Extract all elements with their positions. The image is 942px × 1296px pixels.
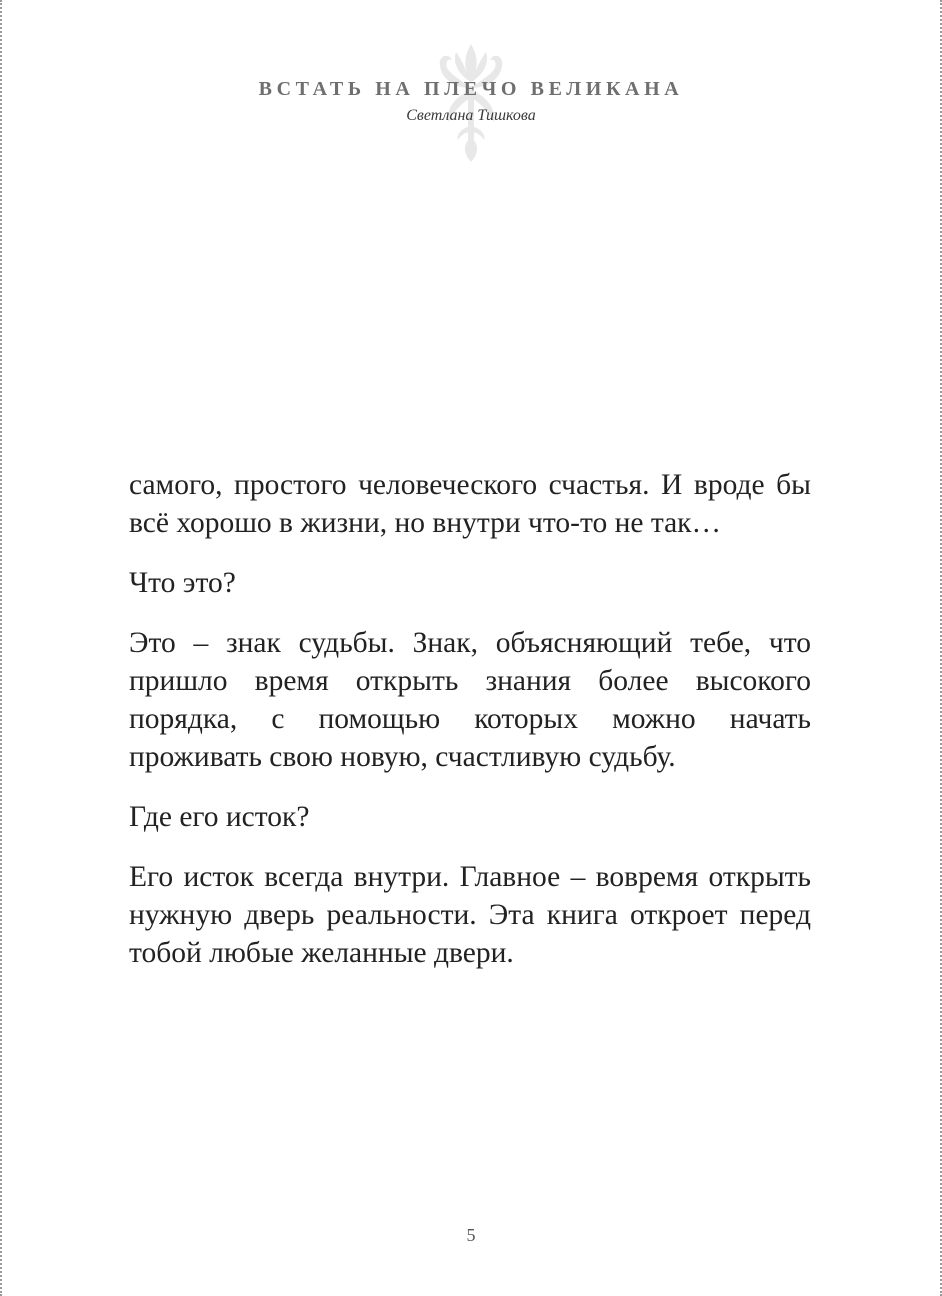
paragraph: Это – знак судьбы. Знак, объясняющий тебе, что пришло время открыть знания более высокого порядка, с помощью которых можно начать проживать свою новую, счастливую судьбу. [129, 627, 811, 773]
paragraph: самого, простого человеческого счастья. И вроде бы всё хорошо в жизни, но внутри что-то не так… [129, 469, 811, 539]
running-header [0, 40, 942, 170]
body-text [129, 466, 811, 994]
page-number: 5 [466, 1225, 476, 1245]
fleur-ornament-icon [426, 42, 516, 164]
book-title: ВСТАТЬ НА ПЛЕЧО ВЕЛИКАНА [258, 78, 684, 100]
page-border-left [0, 0, 2, 1296]
paragraph: Где его исток? [129, 801, 310, 833]
paragraph: Его исток всегда внутри. Главное – вовремя открыть нужную дверь реальности. Эта книга откроет перед тобой любые желанные двери. [129, 861, 811, 969]
paragraph: Что это? [129, 567, 236, 599]
author-name: Светлана Тишкова [406, 107, 536, 124]
